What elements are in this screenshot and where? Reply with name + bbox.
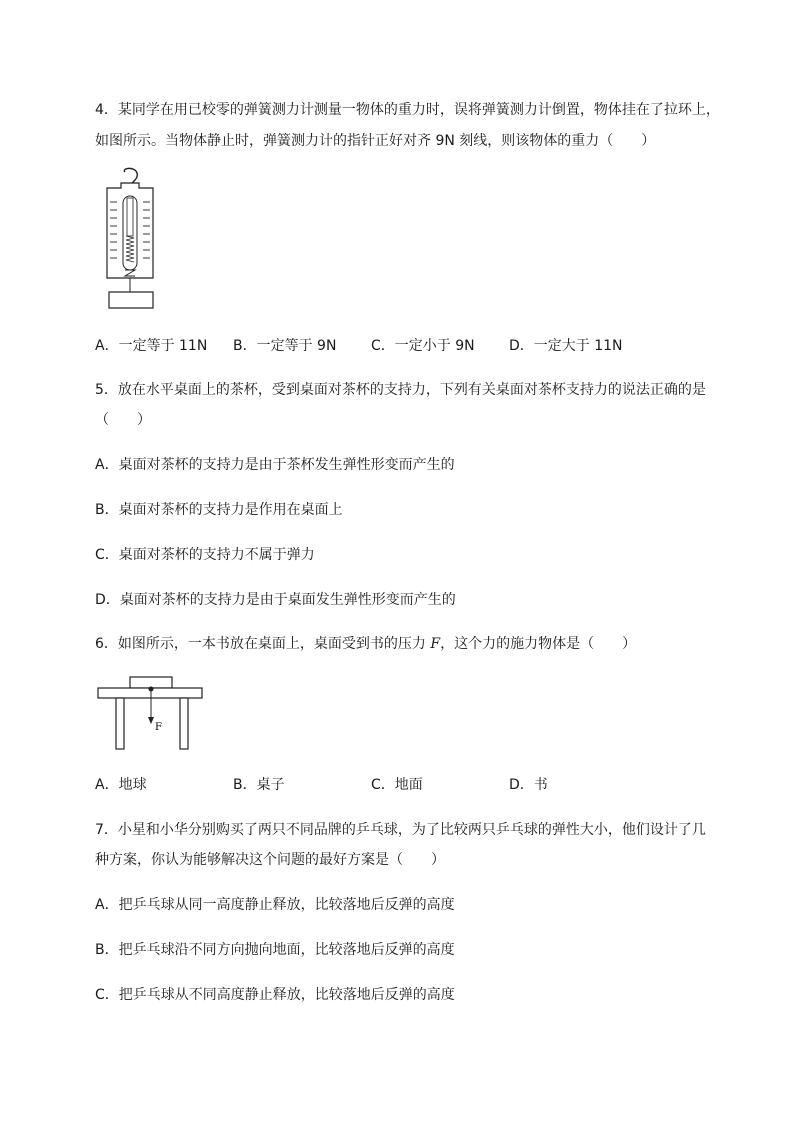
q6-stem xyxy=(95,634,636,654)
q6-option-c[interactable]: C．地面 xyxy=(371,777,423,793)
hanging-object xyxy=(109,292,153,308)
q4-option-b[interactable]: B．一定等于 9N xyxy=(233,338,337,354)
force-label: F xyxy=(155,722,162,733)
q6-option-b[interactable]: B．桌子 xyxy=(233,777,285,793)
q5-stem-line1: 5．放在水平桌面上的茶杯，受到桌面对茶杯的支持力，下列有关桌面对茶杯支持力的说法正确的是 xyxy=(95,382,706,398)
q5-option-b[interactable]: B．桌面对茶杯的支持力是作用在桌面上 xyxy=(95,502,343,518)
q6-option-a[interactable]: A．地球 xyxy=(95,777,147,793)
q5-option-c[interactable]: C．桌面对茶杯的支持力不属于弹力 xyxy=(95,547,315,563)
q5-option-d[interactable]: D．桌面对茶杯的支持力是由于桌面发生弹性形变而产生的 xyxy=(95,592,456,608)
table-leg-left xyxy=(116,698,124,749)
table-leg-right xyxy=(180,698,188,749)
q7-option-a[interactable]: A．把乒乓球从同一高度静止释放，比较落地后反弹的高度 xyxy=(95,897,455,913)
q4-stem-line2: 如图所示。当物体静止时，弹簧测力计的指针正好对齐 9N 刻线，则该物体的重力（ ） xyxy=(95,133,656,149)
q6-option-d[interactable]: D．书 xyxy=(509,777,548,793)
q6-stem-text-a: 6．如图所示，一本书放在桌面上，桌面受到书的压力 xyxy=(95,636,431,652)
book-on-table-figure xyxy=(96,674,206,754)
q5-stem-line2: （ ） xyxy=(95,412,151,428)
q7-stem-line1: 7．小星和小华分别购买了两只不同品牌的乒乓球，为了比较两只乒乓球的弹性大小，他们设计了几 xyxy=(95,822,706,838)
book xyxy=(130,677,172,688)
q7-stem-line2: 种方案，你认为能够解决这个问题的最好方案是（ ） xyxy=(95,852,445,868)
q4-stem-line1: 4．某同学在用已校零的弹簧测力计测量一物体的重力时，误将弹簧测力计倒置，物体挂在了拉环上， xyxy=(95,102,720,118)
q6-stem-text-b: ，这个力的施力物体是（ ） xyxy=(440,636,637,652)
q6-force-variable: F xyxy=(430,636,441,652)
force-arrowhead xyxy=(148,717,154,724)
q4-option-c[interactable]: C．一定小于 9N xyxy=(371,338,475,354)
spring-scale-figure xyxy=(95,168,165,313)
q7-option-c[interactable]: C．把乒乓球从不同高度静止释放，比较落地后反弹的高度 xyxy=(95,987,455,1003)
q7-option-b[interactable]: B．把乒乓球沿不同方向抛向地面，比较落地后反弹的高度 xyxy=(95,942,455,958)
q4-option-d[interactable]: D．一定大于 11N xyxy=(509,338,623,354)
q5-option-a[interactable]: A．桌面对茶杯的支持力是由于茶杯发生弹性形变而产生的 xyxy=(95,457,455,473)
q4-option-a[interactable]: A．一定等于 11N xyxy=(95,338,208,354)
